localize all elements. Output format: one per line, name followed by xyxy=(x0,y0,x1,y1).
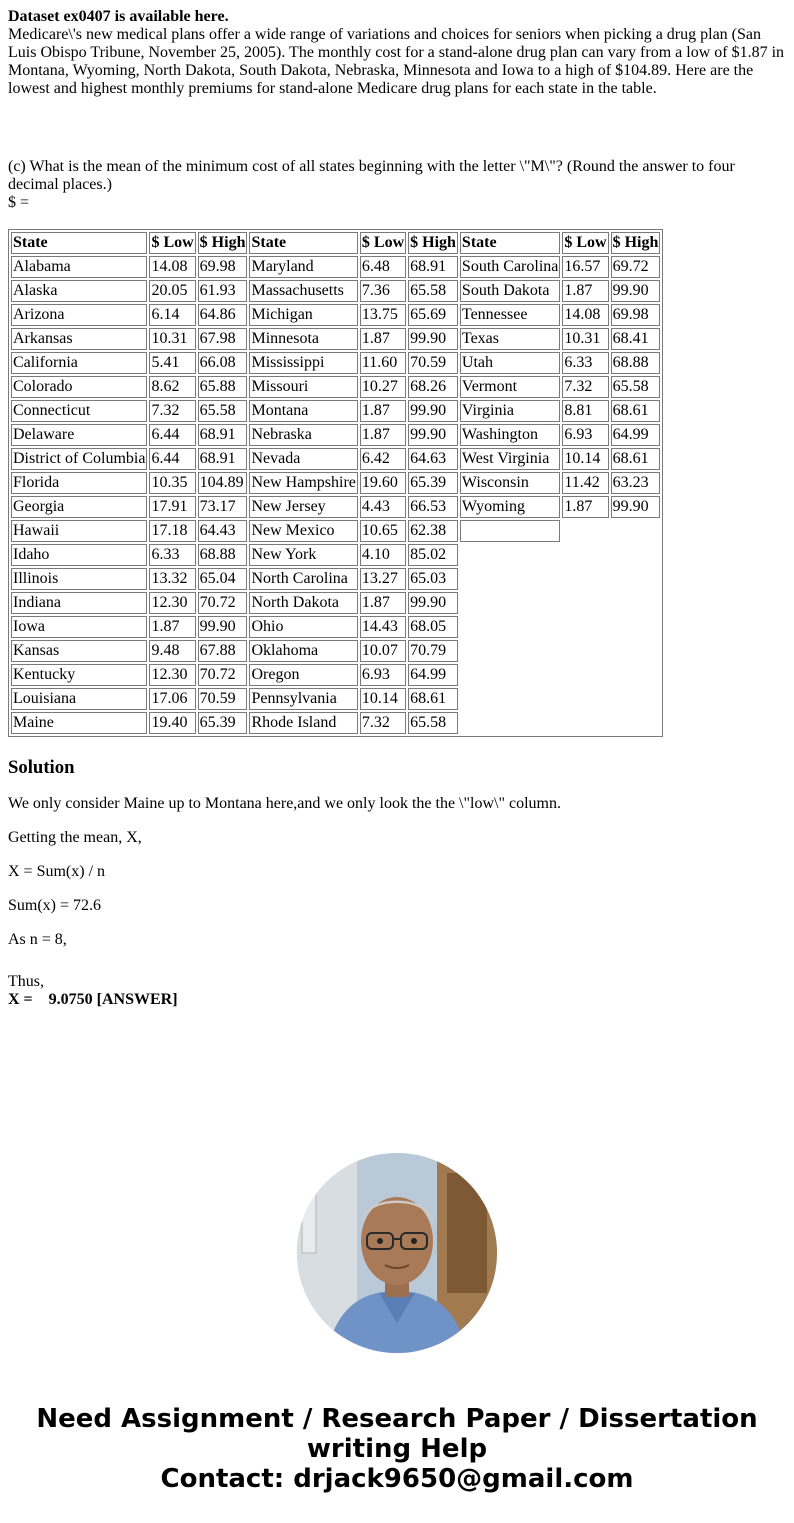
table-cell: 65.39 xyxy=(198,712,248,734)
table-row xyxy=(11,304,660,326)
table-cell: New Jersey xyxy=(249,496,357,518)
promo-banner xyxy=(0,1404,794,1494)
table-row xyxy=(11,640,660,662)
table-cell: Wisconsin xyxy=(460,472,560,494)
table-row xyxy=(11,400,660,422)
table-cell: North Carolina xyxy=(249,568,357,590)
blank-cell xyxy=(562,568,608,590)
table-cell: 66.53 xyxy=(408,496,458,518)
table-cell: 10.14 xyxy=(360,688,406,710)
blank-cell xyxy=(562,616,608,638)
header-cell: $ High xyxy=(198,232,248,254)
table-cell: 9.48 xyxy=(149,640,195,662)
blank-cell xyxy=(460,616,560,638)
table-cell: Nevada xyxy=(249,448,357,470)
table-cell: 10.31 xyxy=(562,328,608,350)
table-cell: California xyxy=(11,352,147,374)
table-cell: 17.18 xyxy=(149,520,195,542)
table-cell: 62.38 xyxy=(408,520,458,542)
table-cell: 65.58 xyxy=(408,712,458,734)
header-cell: $ High xyxy=(408,232,458,254)
table-cell: 66.08 xyxy=(198,352,248,374)
answer-blank: $ = xyxy=(8,194,30,211)
table-cell: 70.72 xyxy=(198,664,248,686)
table-cell: 8.81 xyxy=(562,400,608,422)
table-cell: Indiana xyxy=(11,592,147,614)
premium-table xyxy=(8,229,663,737)
table-cell: 6.33 xyxy=(562,352,608,374)
table-cell: Ohio xyxy=(249,616,357,638)
table-cell: Alabama xyxy=(11,256,147,278)
table-cell: 64.99 xyxy=(611,424,661,446)
table-cell: 6.14 xyxy=(149,304,195,326)
table-cell: 70.72 xyxy=(198,592,248,614)
blank-cell xyxy=(611,688,661,710)
header-cell: $ Low xyxy=(149,232,195,254)
table-cell: 16.57 xyxy=(562,256,608,278)
table-cell: Maryland xyxy=(249,256,357,278)
table-cell: 64.99 xyxy=(408,664,458,686)
intro-text: Medicare\'s new medical plans offer a wide range of variations and choices for seniors when picking a drug plan (San Luis Obispo Tribune, November 25, 2005). The monthly cost for a stand-alone drug plan can vary from a low of $1.87 in Montana, Wyoming, North Dakota, South Dakota, Nebraska, Minnesota and Iowa to a high of $104.89. Here are the lowest and highest monthly premiums for stand-alone Medicare drug plans for each state in the table. xyxy=(8,26,785,97)
table-cell: 68.61 xyxy=(408,688,458,710)
author-portrait-image xyxy=(297,1153,497,1353)
table-cell: 10.65 xyxy=(360,520,406,542)
table-cell: 70.59 xyxy=(408,352,458,374)
table-cell: 10.07 xyxy=(360,640,406,662)
blank-cell xyxy=(611,616,661,638)
table-cell: 19.60 xyxy=(360,472,406,494)
table-cell: 14.08 xyxy=(562,304,608,326)
table-cell: 6.44 xyxy=(149,424,195,446)
promo-contact: Contact: drjack9650@gmail.com xyxy=(160,1464,634,1494)
table-cell: 13.27 xyxy=(360,568,406,590)
solution-line: Sum(x) = 72.6 xyxy=(8,897,102,914)
table-cell: 19.40 xyxy=(149,712,195,734)
blank-cell xyxy=(611,664,661,686)
table-cell: 68.88 xyxy=(198,544,248,566)
table-cell: 68.61 xyxy=(611,448,661,470)
blank-cell xyxy=(611,520,661,542)
blank-cell xyxy=(562,592,608,614)
table-cell: 68.61 xyxy=(611,400,661,422)
table-row xyxy=(11,688,660,710)
table-cell: 14.43 xyxy=(360,616,406,638)
table-cell: 65.69 xyxy=(408,304,458,326)
table-row xyxy=(11,544,660,566)
table-cell: 7.32 xyxy=(149,400,195,422)
blank-cell xyxy=(460,544,560,566)
table-cell: Mississippi xyxy=(249,352,357,374)
table-cell: Kansas xyxy=(11,640,147,662)
table-cell: 99.90 xyxy=(408,328,458,350)
table-cell: Texas xyxy=(460,328,560,350)
intro-section xyxy=(8,8,786,98)
table-cell: Louisiana xyxy=(11,688,147,710)
table-cell: 6.93 xyxy=(360,664,406,686)
table-cell: 13.75 xyxy=(360,304,406,326)
table-cell: New York xyxy=(249,544,357,566)
solution-line: As n = 8, xyxy=(8,931,67,948)
table-row xyxy=(11,376,660,398)
table-cell: 12.30 xyxy=(149,592,195,614)
table-cell: 10.27 xyxy=(360,376,406,398)
table-cell: 65.58 xyxy=(611,376,661,398)
table-cell: 65.58 xyxy=(408,280,458,302)
header-cell: State xyxy=(11,232,147,254)
table-cell: 65.39 xyxy=(408,472,458,494)
table-cell: 65.03 xyxy=(408,568,458,590)
table-cell: 11.42 xyxy=(562,472,608,494)
table-cell: Massachusetts xyxy=(249,280,357,302)
table-cell: Florida xyxy=(11,472,147,494)
table-cell: Idaho xyxy=(11,544,147,566)
table-cell: 13.32 xyxy=(149,568,195,590)
table-cell: 85.02 xyxy=(408,544,458,566)
header-cell: $ Low xyxy=(360,232,406,254)
table-cell: 65.04 xyxy=(198,568,248,590)
table-cell: 10.14 xyxy=(562,448,608,470)
header-cell: $ Low xyxy=(562,232,608,254)
table-cell: 6.44 xyxy=(149,448,195,470)
table-cell: 8.62 xyxy=(149,376,195,398)
blank-cell xyxy=(562,520,608,542)
table-cell: Connecticut xyxy=(11,400,147,422)
table-cell: 4.10 xyxy=(360,544,406,566)
blank-cell xyxy=(562,688,608,710)
blank-cell xyxy=(460,592,560,614)
table-cell: Missouri xyxy=(249,376,357,398)
table-cell: 10.35 xyxy=(149,472,195,494)
header-cell: State xyxy=(460,232,560,254)
table-cell: 1.87 xyxy=(360,400,406,422)
table-cell: 99.90 xyxy=(408,400,458,422)
table-cell: Iowa xyxy=(11,616,147,638)
table-cell: Tennessee xyxy=(460,304,560,326)
table-cell: 68.91 xyxy=(198,448,248,470)
table-row xyxy=(11,472,660,494)
table-row xyxy=(11,448,660,470)
table-cell: Oregon xyxy=(249,664,357,686)
table-row xyxy=(11,352,660,374)
table-cell: Arizona xyxy=(11,304,147,326)
table-cell: 67.98 xyxy=(198,328,248,350)
table-cell: 1.87 xyxy=(562,496,608,518)
table-cell: 1.87 xyxy=(360,424,406,446)
table-cell: 14.08 xyxy=(149,256,195,278)
blank-cell xyxy=(611,544,661,566)
table-cell: Utah xyxy=(460,352,560,374)
solution-section xyxy=(8,757,786,1009)
table-cell: 20.05 xyxy=(149,280,195,302)
table-cell: Montana xyxy=(249,400,357,422)
question-section xyxy=(8,158,786,212)
table-cell: 6.93 xyxy=(562,424,608,446)
thus-label: Thus, xyxy=(8,973,44,990)
table-cell: Maine xyxy=(11,712,147,734)
table-cell: Illinois xyxy=(11,568,147,590)
table-cell: 5.41 xyxy=(149,352,195,374)
table-row xyxy=(11,616,660,638)
table-cell: Virginia xyxy=(460,400,560,422)
table-cell: Minnesota xyxy=(249,328,357,350)
table-cell: 11.60 xyxy=(360,352,406,374)
promo-line: writing Help xyxy=(306,1434,488,1464)
table-cell: 7.32 xyxy=(562,376,608,398)
table-cell: 69.98 xyxy=(611,304,661,326)
table-cell: 67.88 xyxy=(198,640,248,662)
table-row xyxy=(11,712,660,734)
solution-line: X = Sum(x) / n xyxy=(8,863,106,880)
table-row xyxy=(11,568,660,590)
table-cell: 1.87 xyxy=(149,616,195,638)
table-cell: South Dakota xyxy=(460,280,560,302)
table-cell: Hawaii xyxy=(11,520,147,542)
blank-cell xyxy=(611,712,661,734)
table-cell: 68.26 xyxy=(408,376,458,398)
table-cell: 69.72 xyxy=(611,256,661,278)
table-cell: 61.93 xyxy=(198,280,248,302)
blank-cell xyxy=(562,712,608,734)
table-cell xyxy=(460,520,560,542)
table-cell: New Hampshire xyxy=(249,472,357,494)
table-cell: 6.33 xyxy=(149,544,195,566)
blank-cell xyxy=(460,688,560,710)
table-cell: Georgia xyxy=(11,496,147,518)
table-cell: Nebraska xyxy=(249,424,357,446)
table-cell: 68.91 xyxy=(198,424,248,446)
table-body xyxy=(11,256,660,734)
blank-cell xyxy=(562,664,608,686)
final-answer: X = 9.0750 [ANSWER] xyxy=(8,991,178,1008)
table-cell: Washington xyxy=(460,424,560,446)
author-photo xyxy=(297,1153,497,1353)
table-cell: 69.98 xyxy=(198,256,248,278)
table-cell: Rhode Island xyxy=(249,712,357,734)
table-cell: Wyoming xyxy=(460,496,560,518)
table-cell: Pennsylvania xyxy=(249,688,357,710)
table-row xyxy=(11,424,660,446)
table-cell: 68.41 xyxy=(611,328,661,350)
table-cell: 68.05 xyxy=(408,616,458,638)
table-cell: 68.88 xyxy=(611,352,661,374)
table-cell: 99.90 xyxy=(198,616,248,638)
blank-cell xyxy=(460,568,560,590)
solution-heading: Solution xyxy=(8,757,75,778)
promo-line: Need Assignment / Research Paper / Dissertation xyxy=(36,1404,758,1434)
solution-conclusion xyxy=(8,973,786,1009)
table-row xyxy=(11,496,660,518)
table-cell: 6.48 xyxy=(360,256,406,278)
question-text: (c) What is the mean of the minimum cost of all states beginning with the letter \"M\"? (Round the answer to four decimal places.) xyxy=(8,158,735,193)
blank-cell xyxy=(611,592,661,614)
table-row xyxy=(11,592,660,614)
table-cell: West Virginia xyxy=(460,448,560,470)
header-cell: State xyxy=(249,232,357,254)
table-cell: Vermont xyxy=(460,376,560,398)
blank-cell xyxy=(460,664,560,686)
table-cell: 4.43 xyxy=(360,496,406,518)
table-header-row xyxy=(11,232,660,254)
table-cell: 7.32 xyxy=(360,712,406,734)
table-cell: District of Columbia xyxy=(11,448,147,470)
table-cell: 1.87 xyxy=(360,592,406,614)
solution-line: Getting the mean, X, xyxy=(8,829,142,846)
dataset-title: Dataset ex0407 is available here. xyxy=(8,8,229,25)
blank-cell xyxy=(611,568,661,590)
table-cell: 1.87 xyxy=(360,328,406,350)
blank-cell xyxy=(460,712,560,734)
table-cell: North Dakota xyxy=(249,592,357,614)
table-cell: Kentucky xyxy=(11,664,147,686)
table-cell: Delaware xyxy=(11,424,147,446)
table-cell: 70.79 xyxy=(408,640,458,662)
table-cell: 6.42 xyxy=(360,448,406,470)
table-cell: 7.36 xyxy=(360,280,406,302)
table-cell: 73.17 xyxy=(198,496,248,518)
solution-line: We only consider Maine up to Montana here,and we only look the the \"low\" column. xyxy=(8,795,561,812)
table-cell: 64.43 xyxy=(198,520,248,542)
table-cell: 70.59 xyxy=(198,688,248,710)
table-cell: Arkansas xyxy=(11,328,147,350)
table-cell: Oklahoma xyxy=(249,640,357,662)
table-cell: 65.58 xyxy=(198,400,248,422)
table-cell: 64.86 xyxy=(198,304,248,326)
table-cell: 64.63 xyxy=(408,448,458,470)
blank-cell xyxy=(460,640,560,662)
table-cell: 63.23 xyxy=(611,472,661,494)
table-cell: 12.30 xyxy=(149,664,195,686)
blank-cell xyxy=(611,640,661,662)
document-body xyxy=(8,8,786,1009)
table-cell: 104.89 xyxy=(198,472,248,494)
table-row xyxy=(11,256,660,278)
table-cell: 1.87 xyxy=(562,280,608,302)
blank-cell xyxy=(562,544,608,566)
table-row xyxy=(11,280,660,302)
header-cell: $ High xyxy=(611,232,661,254)
table-cell: 99.90 xyxy=(408,592,458,614)
table-row xyxy=(11,328,660,350)
table-row xyxy=(11,664,660,686)
blank-cell xyxy=(562,640,608,662)
table-cell: Alaska xyxy=(11,280,147,302)
table-cell: 17.06 xyxy=(149,688,195,710)
table-cell: 65.88 xyxy=(198,376,248,398)
table-cell: New Mexico xyxy=(249,520,357,542)
table-cell: 99.90 xyxy=(611,496,661,518)
table-cell: 10.31 xyxy=(149,328,195,350)
table-cell: Colorado xyxy=(11,376,147,398)
table-cell: 99.90 xyxy=(408,424,458,446)
table-cell: South Carolina xyxy=(460,256,560,278)
table-cell: Michigan xyxy=(249,304,357,326)
table-row xyxy=(11,520,660,542)
table-cell: 17.91 xyxy=(149,496,195,518)
table-cell: 68.91 xyxy=(408,256,458,278)
table-cell: 99.90 xyxy=(611,280,661,302)
